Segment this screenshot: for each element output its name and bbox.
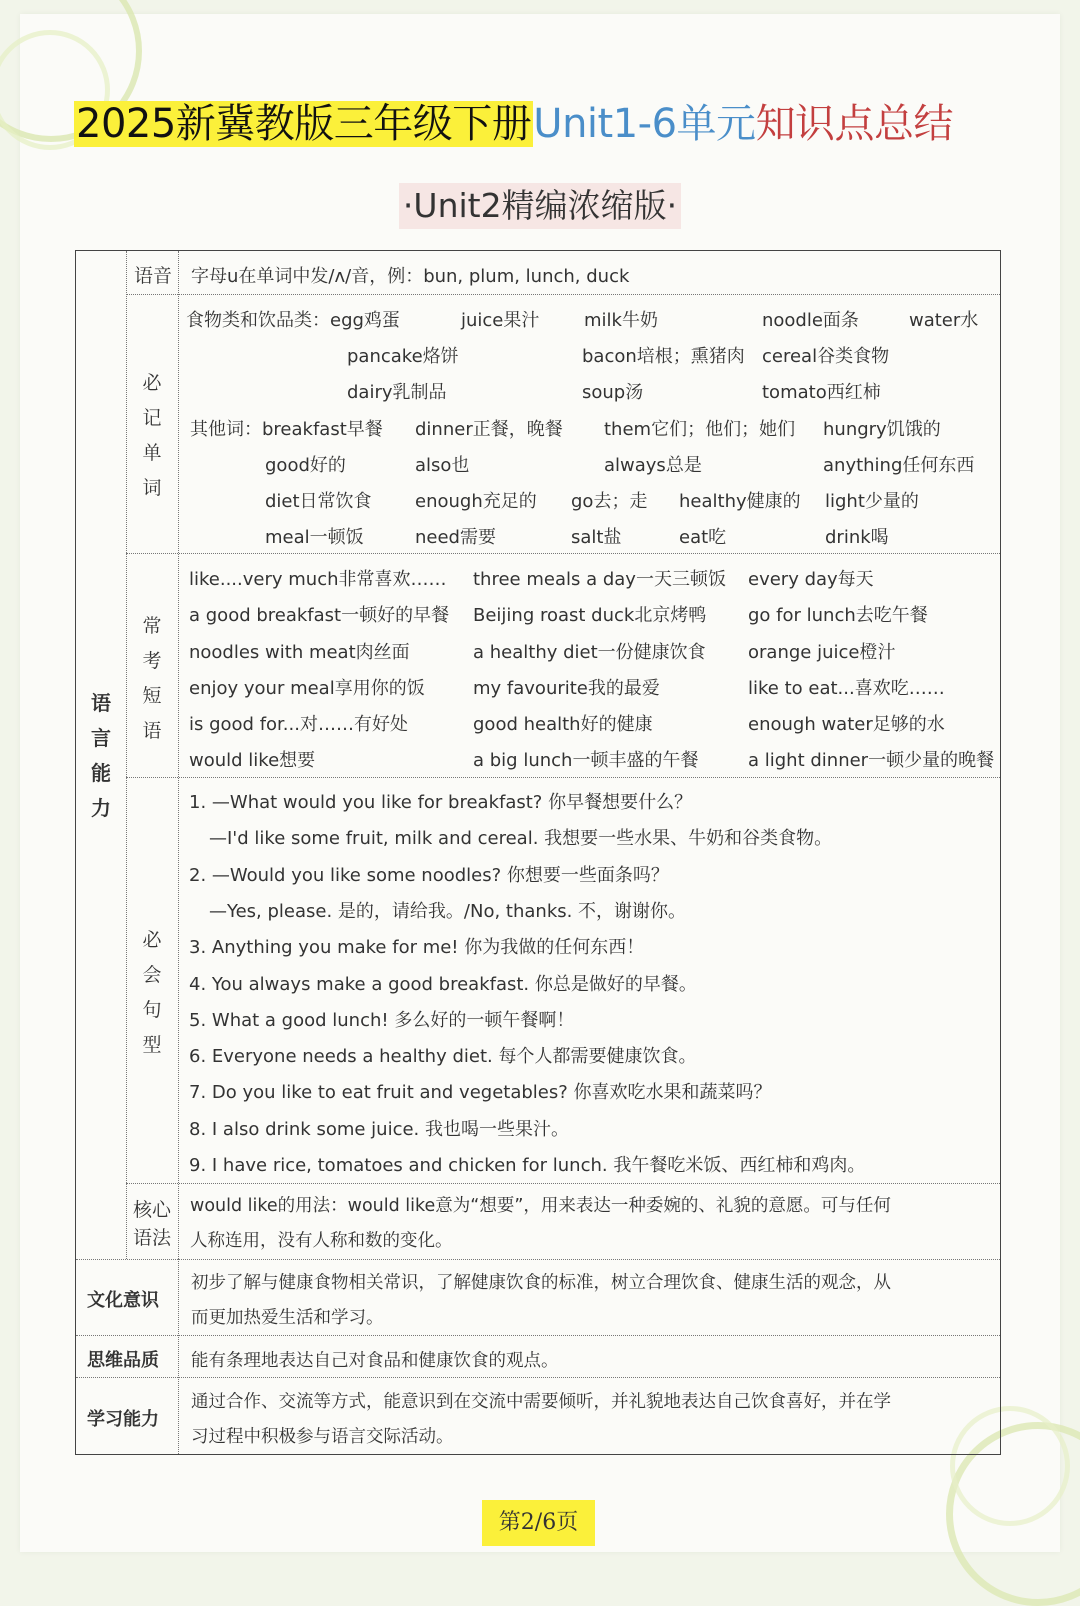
- column-divider: [178, 251, 179, 1259]
- vertical-label-char: 必: [142, 929, 162, 951]
- learning-text-line1: 通过合作、交流等方式，能意识到在交流中需要倾听，并礼貌地表达自己饮食喜好，并在学: [191, 1392, 891, 1412]
- words-label-text: [137, 366, 167, 506]
- subtitle-text: ·Unit2精编浓缩版·: [399, 183, 681, 229]
- other-word: them它们；他们；她们: [604, 419, 796, 440]
- title-part-grade: 2025新冀教版三年级下册: [76, 101, 532, 147]
- vertical-label-char: 必: [142, 372, 162, 394]
- other-word: enough充足的: [415, 491, 537, 512]
- pronunciation-text: 字母u在单词中发/ʌ/音，例：bun, plum, lunch, duck: [191, 266, 630, 287]
- sentences-label: [137, 923, 167, 1063]
- other-word: also也: [415, 455, 470, 476]
- words-label: [137, 366, 167, 506]
- phrase: Beijing roast duck北京烤鸭: [473, 605, 707, 626]
- sentence: 6. Everyone needs a healthy diet. 每个人都需要健康饮食。: [189, 1046, 697, 1067]
- food-word: pancake烙饼: [347, 346, 459, 367]
- row-divider: [76, 1377, 1000, 1378]
- row-divider: [126, 777, 1000, 778]
- phrase: is good for...对……有好处: [189, 714, 408, 735]
- sentence: 4. You always make a good breakfast. 你总是做好的早餐。: [189, 974, 697, 995]
- phrases-label: [137, 609, 167, 749]
- sentences-label-text: [137, 923, 167, 1063]
- phrase: my favourite我的最爱: [473, 678, 660, 699]
- sentence: 3. Anything you make for me! 你为我做的任何东西！: [189, 937, 645, 958]
- vertical-label-char: 型: [142, 1034, 162, 1056]
- title-part-summary: 知识点总结: [755, 101, 954, 147]
- sentence: 1. —What would you like for breakfast? 你早餐想要什么？: [189, 792, 693, 813]
- food-word: juice果汁: [461, 310, 540, 331]
- other-word: meal一顿饭: [265, 527, 364, 548]
- language-ability-text: [86, 686, 116, 826]
- sentence: 5. What a good lunch! 多么好的一顿午餐啊！: [189, 1010, 575, 1031]
- grammar-label-line1: 核心: [133, 1199, 172, 1221]
- sentence: 8. I also drink some juice. 我也喝一些果汁。: [189, 1119, 569, 1140]
- vertical-label-char: 语: [142, 720, 162, 742]
- phrase: a good breakfast一顿好的早餐: [189, 605, 450, 626]
- page-indicator: 第2/6页: [482, 1500, 595, 1546]
- food-word: milk牛奶: [584, 310, 658, 331]
- grammar-text-line2: 人称连用，没有人称和数的变化。: [190, 1231, 453, 1251]
- grammar-text-line1: would like的用法：would like意为“想要”，用来表达一种委婉的、礼貌的意愿。可与任何: [190, 1196, 891, 1216]
- other-word: good好的: [265, 455, 346, 476]
- row-divider: [126, 1183, 1000, 1184]
- phrase: enjoy your meal享用你的饭: [189, 678, 425, 699]
- vertical-label-char: 记: [142, 407, 162, 429]
- phrase: good health好的健康: [473, 714, 653, 735]
- culture-text-line2: 而更加热爱生活和学习。: [191, 1308, 384, 1328]
- phrase: would like想要: [189, 750, 316, 771]
- phrase: noodles with meat肉丝面: [189, 642, 410, 663]
- thinking-label: 思维品质: [87, 1350, 159, 1371]
- learning-text-line2: 习过程中积极参与语言交际活动。: [191, 1427, 454, 1447]
- food-word: dairy乳制品: [347, 382, 447, 403]
- vertical-label-char: 力: [91, 796, 111, 820]
- other-word: anything任何东西: [823, 455, 975, 476]
- column-divider: [178, 1259, 179, 1454]
- other-word: need需要: [415, 527, 496, 548]
- phrase: a healthy diet一份健康饮食: [473, 642, 706, 663]
- food-word: 食物类和饮品类：egg鸡蛋: [186, 310, 400, 331]
- other-word: salt盐: [571, 527, 622, 548]
- sentence: 2. —Would you like some noodles? 你想要一些面条吗？: [189, 865, 669, 886]
- vertical-label-char: 短: [142, 685, 162, 707]
- culture-label: 文化意识: [87, 1290, 159, 1311]
- food-word: bacon培根；熏猪肉: [582, 346, 745, 367]
- vertical-label-char: 语: [91, 691, 111, 715]
- vertical-label-char: 会: [142, 964, 162, 986]
- other-word: diet日常饮食: [265, 491, 372, 512]
- row-divider: [126, 294, 1000, 295]
- phrase: a light dinner一顿少量的晚餐: [748, 750, 995, 771]
- food-word: soup汤: [582, 382, 644, 403]
- phrase: a big lunch一顿丰盛的午餐: [473, 750, 699, 771]
- sentence: —Yes, please. 是的，请给我。/No, thanks. 不，谢谢你。: [209, 901, 687, 922]
- learning-label: 学习能力: [87, 1409, 159, 1430]
- food-word: noodle面条: [762, 310, 859, 331]
- sentence: 9. I have rice, tomatoes and chicken for lunch. 我午餐吃米饭、西红柿和鸡肉。: [189, 1155, 866, 1176]
- page-title: [74, 96, 953, 152]
- phrase: three meals a day一天三顿饭: [473, 569, 726, 590]
- knowledge-table: [75, 250, 1001, 1455]
- row-divider: [76, 1259, 1000, 1260]
- phrase: go for lunch去吃午餐: [748, 605, 928, 626]
- other-word: dinner正餐，晚餐: [415, 419, 563, 440]
- other-word: hungry饥饿的: [823, 419, 941, 440]
- culture-text-line1: 初步了解与健康食物相关常识，了解健康饮食的标准，树立合理饮食、健康生活的观念，从: [191, 1273, 891, 1293]
- phrases-label-text: [137, 609, 167, 749]
- thinking-text: 能有条理地表达自己对食品和健康饮食的观点。: [191, 1351, 559, 1371]
- sentence: 7. Do you like to eat fruit and vegetables? 你喜欢吃水果和蔬菜吗？: [189, 1082, 772, 1103]
- row-divider: [76, 1335, 1000, 1336]
- other-word: eat吃: [679, 527, 727, 548]
- vertical-label-char: 单: [142, 442, 162, 464]
- other-word: healthy健康的: [679, 491, 801, 512]
- phrase: orange juice橙汁: [748, 642, 896, 663]
- subtitle: [0, 183, 1080, 229]
- phrase: like to eat...喜欢吃……: [748, 678, 945, 699]
- vertical-label-char: 言: [91, 726, 111, 750]
- other-word: light少量的: [825, 491, 919, 512]
- language-ability-label: [86, 686, 116, 826]
- vertical-label-char: 考: [142, 650, 162, 672]
- column-divider: [126, 251, 127, 1259]
- food-word: cereal谷类食物: [762, 346, 890, 367]
- sentence: —I'd like some fruit, milk and cereal. 我想要一些水果、牛奶和谷类食物。: [209, 828, 833, 849]
- other-word: 其他词：breakfast早餐: [190, 419, 383, 440]
- phrase: every day每天: [748, 569, 874, 590]
- grammar-label-line2: 语法: [133, 1227, 172, 1249]
- row-divider: [126, 553, 1000, 554]
- other-word: drink喝: [825, 527, 889, 548]
- vertical-label-char: 句: [142, 999, 162, 1021]
- vertical-label-char: 常: [142, 615, 162, 637]
- phrase: enough water足够的水: [748, 714, 945, 735]
- phrase: like....very much非常喜欢……: [189, 569, 447, 590]
- vertical-label-char: 能: [91, 761, 111, 785]
- food-word: tomato西红柿: [762, 382, 881, 403]
- food-word: water水: [909, 310, 979, 331]
- vertical-label-char: 词: [142, 477, 162, 499]
- other-word: always总是: [604, 455, 702, 476]
- other-word: go去；走: [571, 491, 648, 512]
- pronunciation-label: 语音: [134, 265, 173, 287]
- title-part-units: Unit1-6单元: [533, 101, 756, 147]
